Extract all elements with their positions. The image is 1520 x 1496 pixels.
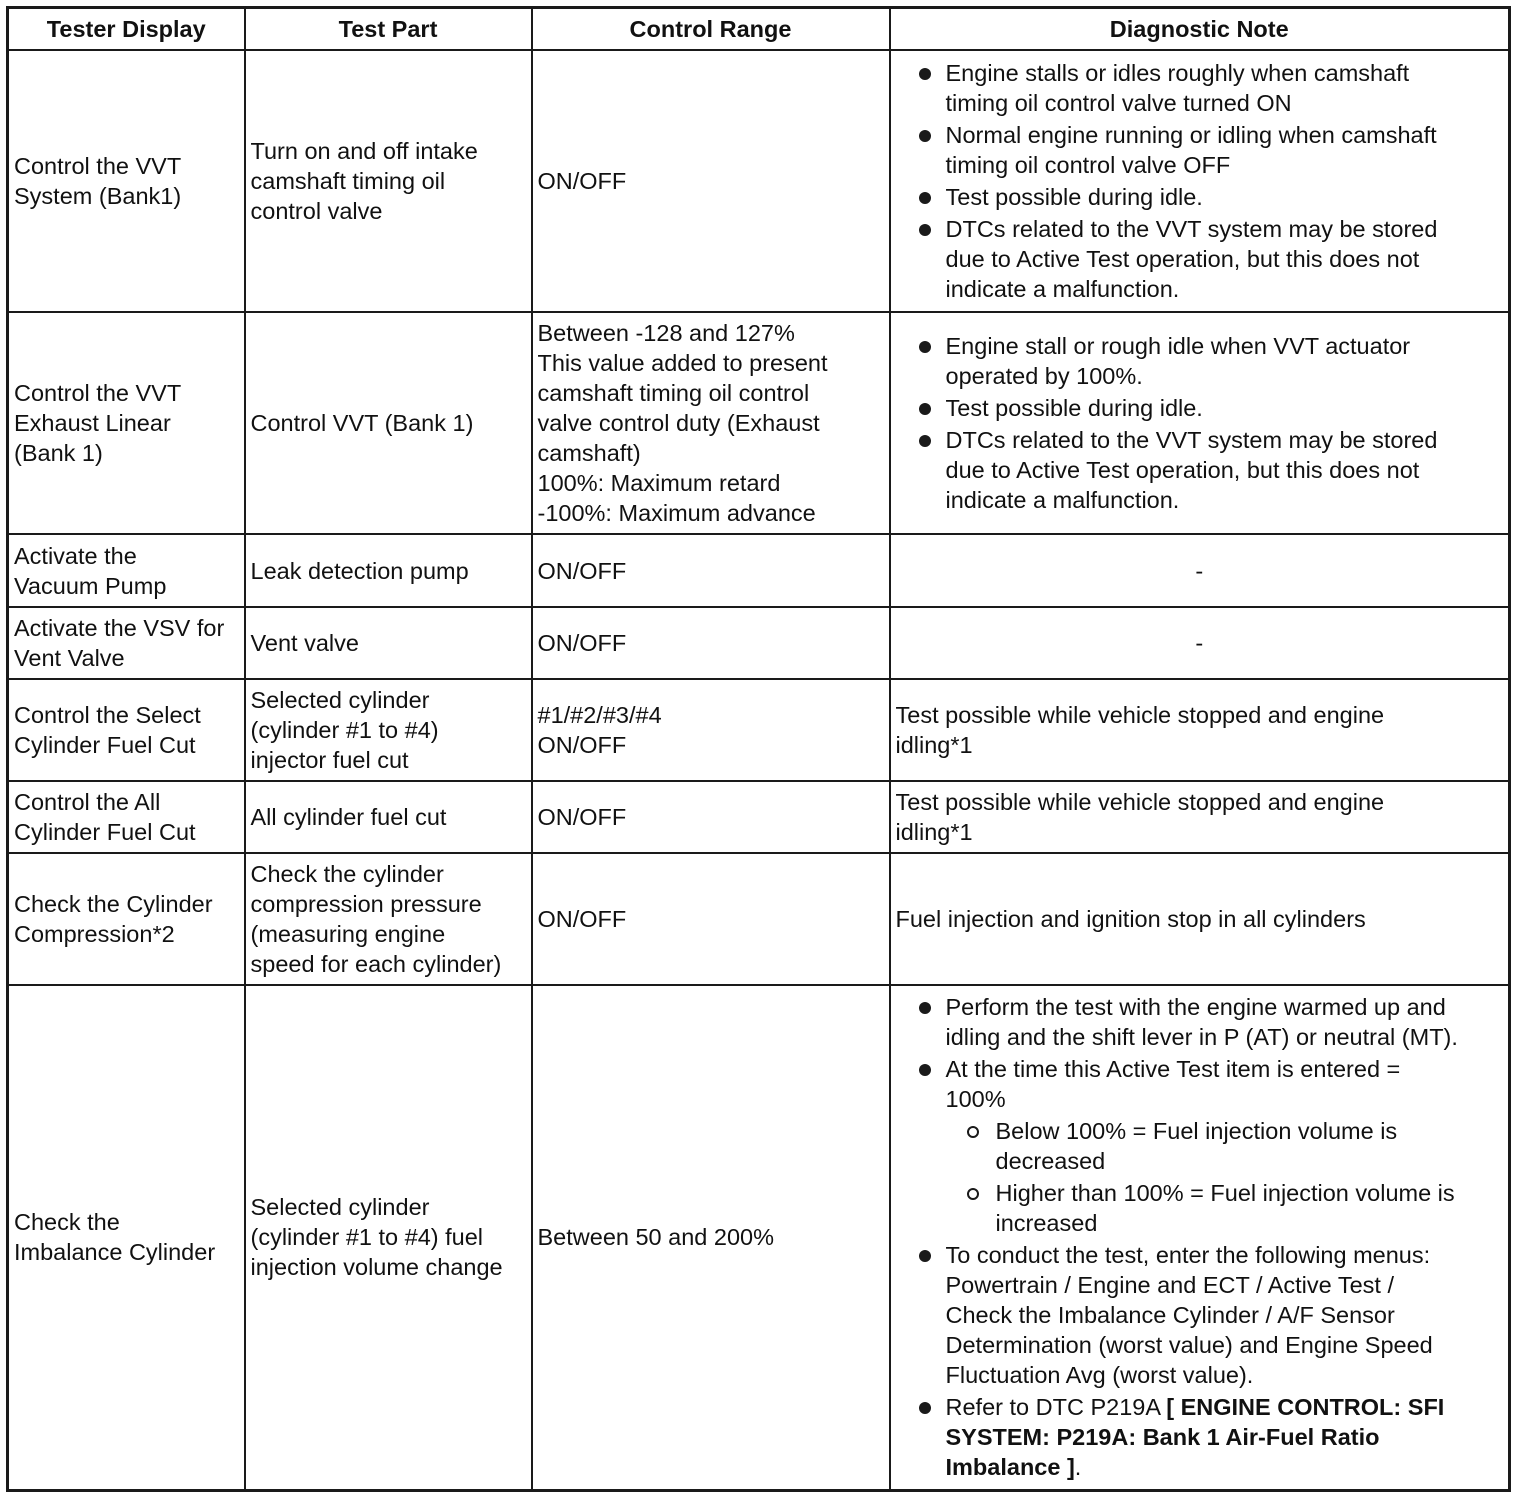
table-row [8, 312, 1510, 534]
note-bullet: Perform the test with the engine warmed up and idling and the shift lever in P (AT) or neutral (MT). [896, 992, 1504, 1052]
tester-display-cell: Activate the VSV for Vent Valve [8, 607, 245, 679]
test-part-cell: All cylinder fuel cut [245, 781, 532, 853]
test-part-cell: Selected cylinder (cylinder #1 to #4) fuel injection volume change [245, 985, 532, 1490]
note-bullet: Normal engine running or idling when camshaft timing oil control valve OFF [896, 120, 1504, 180]
control-range-cell: ON/OFF [532, 534, 890, 607]
note-bullet: Test possible during idle. [896, 393, 1504, 423]
dtc-reference-link[interactable]: [ ENGINE CONTROL: SFI [1166, 1394, 1445, 1421]
note-bullet-list [896, 992, 1504, 1482]
header-test-part: Test Part [245, 8, 532, 51]
header-row [8, 8, 1510, 51]
table-row [8, 853, 1510, 985]
tester-display-cell: Check the Cylinder Compression*2 [8, 853, 245, 985]
dtc-reference-period: . [1074, 1454, 1082, 1481]
note-sub-list [946, 1116, 1504, 1238]
note-bullet [896, 1392, 1504, 1482]
test-part-cell: Vent valve [245, 607, 532, 679]
note-bullet-list [896, 58, 1504, 304]
test-part-cell: Check the cylinder compression pressure (measuring engine speed for each cylinder) [245, 853, 532, 985]
control-range-cell: ON/OFF [532, 607, 890, 679]
header-tester-display: Tester Display [8, 8, 245, 51]
note-bullet: Engine stall or rough idle when VVT actuator operated by 100%. [896, 331, 1504, 391]
active-test-table [6, 6, 1511, 1492]
test-part-cell: Leak detection pump [245, 534, 532, 607]
control-range-cell: Between -128 and 127% This value added to present camshaft timing oil control valve control duty (Exhaust camshaft) 100%: Maximum retard -100%: Maximum advance [532, 312, 890, 534]
diagnostic-note-cell: Fuel injection and ignition stop in all cylinders [890, 853, 1510, 985]
diagnostic-note-cell [890, 312, 1510, 534]
tester-display-cell: Control the VVT Exhaust Linear (Bank 1) [8, 312, 245, 534]
header-diagnostic-note: Diagnostic Note [890, 8, 1510, 51]
note-bullet: DTCs related to the VVT system may be stored due to Active Test operation, but this does not indicate a malfunction. [896, 214, 1504, 304]
diagnostic-note-cell: Test possible while vehicle stopped and engine idling*1 [890, 781, 1510, 853]
header-control-range: Control Range [532, 8, 890, 51]
test-part-cell: Turn on and off intake camshaft timing oil control valve [245, 50, 532, 312]
note-bullet: Test possible during idle. [896, 182, 1504, 212]
tester-display-cell: Activate the Vacuum Pump [8, 534, 245, 607]
table-row [8, 679, 1510, 781]
note-bullet: DTCs related to the VVT system may be stored due to Active Test operation, but this does not indicate a malfunction. [896, 425, 1504, 515]
table-row [8, 985, 1510, 1490]
table-row [8, 534, 1510, 607]
note-bullet-list [896, 331, 1504, 515]
diagnostic-note-cell: - [890, 607, 1510, 679]
note-bullet: At the time this Active Test item is entered = 100% Below 100% = Fuel injection volume is decreased Higher than 100% = Fuel injection volume is increased [896, 1054, 1504, 1238]
control-range-cell: Between 50 and 200% [532, 985, 890, 1490]
note-sub-bullet: Below 100% = Fuel injection volume is decreased [946, 1116, 1504, 1176]
tester-display-cell: Control the VVT System (Bank1) [8, 50, 245, 312]
tester-display-cell: Control the Select Cylinder Fuel Cut [8, 679, 245, 781]
control-range-cell: ON/OFF [532, 50, 890, 312]
test-part-cell: Control VVT (Bank 1) [245, 312, 532, 534]
tester-display-cell: Control the All Cylinder Fuel Cut [8, 781, 245, 853]
control-range-cell: ON/OFF [532, 781, 890, 853]
diagnostic-table-sheet [6, 6, 1508, 1490]
tester-display-cell: Check the Imbalance Cylinder [8, 985, 245, 1490]
diagnostic-note-cell [890, 985, 1510, 1490]
diagnostic-note-cell [890, 50, 1510, 312]
control-range-cell: #1/#2/#3/#4 ON/OFF [532, 679, 890, 781]
note-sub-bullet: Higher than 100% = Fuel injection volume is increased [946, 1178, 1504, 1238]
table-row [8, 50, 1510, 312]
dtc-reference-link[interactable]: Imbalance ] [945, 1454, 1075, 1481]
table-row [8, 607, 1510, 679]
control-range-cell: ON/OFF [532, 853, 890, 985]
dtc-reference-text: Refer to DTC P219A [945, 1394, 1167, 1421]
table-row [8, 781, 1510, 853]
note-bullet: Engine stalls or idles roughly when camshaft timing oil control valve turned ON [896, 58, 1504, 118]
diagnostic-note-cell: - [890, 534, 1510, 607]
diagnostic-note-cell: Test possible while vehicle stopped and engine idling*1 [890, 679, 1510, 781]
note-bullet: To conduct the test, enter the following menus: Powertrain / Engine and ECT / Active Test / Check the Imbalance Cylinder / A/F Sensor Determination (worst value) and Engine Speed Fluctuation Avg (worst value). [896, 1240, 1504, 1390]
test-part-cell: Selected cylinder (cylinder #1 to #4) injector fuel cut [245, 679, 532, 781]
dtc-reference-link[interactable]: SYSTEM: P219A: Bank 1 Air-Fuel Ratio [945, 1424, 1380, 1451]
